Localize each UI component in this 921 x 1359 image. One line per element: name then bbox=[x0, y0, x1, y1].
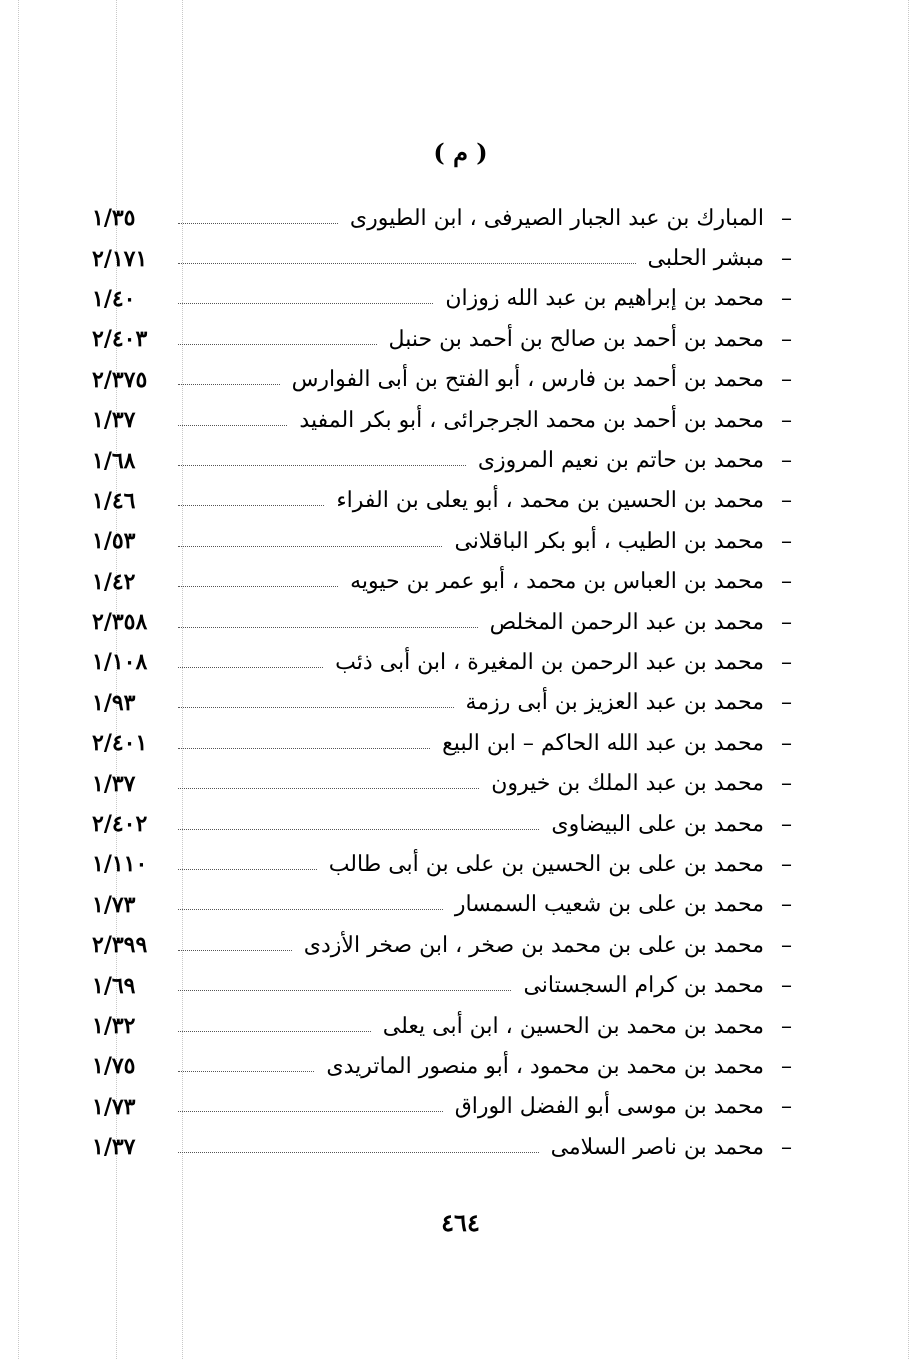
entry-name: محمد بن ناصر السلامى bbox=[550, 1134, 764, 1160]
dot-leader bbox=[178, 344, 377, 345]
entry-reference: ١/٩٣ bbox=[92, 689, 136, 716]
entry-name: محمد بن عبد الملك بن خيرون bbox=[491, 771, 764, 797]
index-entry bbox=[92, 642, 792, 682]
entry-dash: – bbox=[781, 326, 792, 352]
index-entry bbox=[92, 723, 792, 763]
dot-leader bbox=[178, 384, 280, 385]
index-entry bbox=[92, 885, 792, 925]
dot-leader bbox=[178, 505, 324, 506]
entry-name: محمد بن كرام السجستانى bbox=[523, 973, 764, 999]
dot-leader bbox=[178, 748, 430, 749]
entry-dash: – bbox=[781, 690, 792, 716]
entry-reference: ١/٣٧ bbox=[92, 1134, 136, 1161]
dot-leader bbox=[178, 829, 539, 830]
entry-dash: – bbox=[781, 448, 792, 474]
dot-leader bbox=[178, 950, 292, 951]
entry-name: محمد بن محمد بن الحسين ، ابن أبى يعلى bbox=[382, 1013, 764, 1039]
entry-dash: – bbox=[781, 730, 792, 756]
entry-name: محمد بن على بن شعيب السمسار bbox=[454, 892, 764, 918]
entry-reference: ١/١١٠ bbox=[92, 851, 148, 878]
index-entry bbox=[92, 521, 792, 561]
entry-name: محمد بن حاتم بن نعيم المروزى bbox=[477, 448, 764, 474]
entry-dash: – bbox=[781, 528, 792, 554]
entry-name: محمد بن عبد الله الحاكم – ابن البيع bbox=[442, 730, 764, 756]
dot-leader bbox=[178, 1031, 371, 1032]
entry-name: محمد بن موسى أبو الفضل الوراق bbox=[454, 1094, 764, 1120]
dot-leader bbox=[178, 1152, 539, 1153]
dot-leader bbox=[178, 1071, 314, 1072]
entry-reference: ٢/٣٧٥ bbox=[92, 366, 148, 393]
entry-reference: ٢/٣٥٨ bbox=[92, 609, 148, 636]
scan-artifact-right bbox=[908, 0, 909, 1359]
dot-leader bbox=[178, 465, 466, 466]
dot-leader bbox=[178, 223, 338, 224]
entry-name: محمد بن العباس بن محمد ، أبو عمر بن حيويه bbox=[350, 569, 764, 595]
dot-leader bbox=[178, 263, 636, 264]
entry-dash: – bbox=[781, 488, 792, 514]
index-entry bbox=[92, 440, 792, 480]
entry-dash: – bbox=[781, 286, 792, 312]
entry-reference: ١/٦٩ bbox=[92, 972, 136, 999]
dot-leader bbox=[178, 707, 454, 708]
index-entry bbox=[92, 481, 792, 521]
entry-dash: – bbox=[781, 771, 792, 797]
scan-artifact-left bbox=[18, 0, 19, 1359]
entry-reference: ٢/٤٠١ bbox=[92, 730, 148, 757]
index-entry bbox=[92, 319, 792, 359]
entry-dash: – bbox=[781, 973, 792, 999]
entry-dash: – bbox=[781, 609, 792, 635]
entry-name: محمد بن عبد الرحمن بن المغيرة ، ابن أبى ذئب bbox=[335, 649, 764, 675]
dot-leader bbox=[178, 667, 323, 668]
index-entry bbox=[92, 1006, 792, 1046]
index-entry-list bbox=[92, 198, 792, 1167]
entry-name: محمد بن على بن الحسين بن على بن أبى طالب bbox=[328, 851, 764, 877]
index-entry bbox=[92, 360, 792, 400]
entry-dash: – bbox=[781, 205, 792, 231]
entry-reference: ١/١٠٨ bbox=[92, 649, 148, 676]
entry-dash: – bbox=[781, 649, 792, 675]
entry-dash: – bbox=[781, 892, 792, 918]
entry-name: محمد بن الطيب ، أبو بكر الباقلانى bbox=[454, 528, 764, 554]
dot-leader bbox=[178, 303, 433, 304]
dot-leader bbox=[178, 546, 442, 547]
entry-dash: – bbox=[781, 1013, 792, 1039]
index-entry bbox=[92, 965, 792, 1005]
dot-leader bbox=[178, 1111, 443, 1112]
entry-dash: – bbox=[781, 1134, 792, 1160]
page-number: ٤٦٤ bbox=[441, 1208, 480, 1237]
dot-leader bbox=[178, 990, 511, 991]
dot-leader bbox=[178, 909, 443, 910]
entry-dash: – bbox=[781, 1053, 792, 1079]
entry-reference: ١/٣٥ bbox=[92, 205, 136, 232]
entry-reference: ٢/٣٩٩ bbox=[92, 932, 148, 959]
dot-leader bbox=[178, 788, 479, 789]
entry-reference: ١/٤٢ bbox=[92, 568, 136, 595]
entry-reference: ١/٧٣ bbox=[92, 1093, 136, 1120]
entry-name: محمد بن عبد الرحمن المخلص bbox=[489, 609, 764, 635]
dot-leader bbox=[178, 869, 317, 870]
entry-dash: – bbox=[781, 811, 792, 837]
entry-name: محمد بن على بن محمد بن صخر ، ابن صخر الأزدى bbox=[303, 932, 764, 958]
entry-name: محمد بن على البيضاوى bbox=[551, 811, 764, 837]
entry-dash: – bbox=[781, 851, 792, 877]
entry-dash: – bbox=[781, 367, 792, 393]
entry-reference: ٢/١٧١ bbox=[92, 245, 148, 272]
index-entry bbox=[92, 804, 792, 844]
entry-reference: ٢/٤٠٢ bbox=[92, 811, 148, 838]
entry-name: المبارك بن عبد الجبار الصيرفى ، ابن الطيورى bbox=[349, 205, 764, 231]
entry-dash: – bbox=[781, 932, 792, 958]
index-entry bbox=[92, 925, 792, 965]
entry-reference: ١/٧٣ bbox=[92, 891, 136, 918]
index-entry bbox=[92, 400, 792, 440]
dot-leader bbox=[178, 627, 478, 628]
entry-name: محمد بن محمد بن محمود ، أبو منصور الماتريدى bbox=[326, 1053, 764, 1079]
entry-reference: ١/٧٥ bbox=[92, 1053, 136, 1080]
entry-name: محمد بن أحمد بن فارس ، أبو الفتح بن أبى الفوارس bbox=[291, 367, 764, 393]
entry-name: محمد بن أحمد بن صالح بن أحمد بن حنبل bbox=[388, 326, 764, 352]
index-entry bbox=[92, 763, 792, 803]
entry-dash: – bbox=[781, 569, 792, 595]
entry-reference: ١/٥٣ bbox=[92, 528, 136, 555]
dot-leader bbox=[178, 586, 338, 587]
index-entry bbox=[92, 562, 792, 602]
index-entry bbox=[92, 1127, 792, 1167]
index-entry bbox=[92, 683, 792, 723]
entry-reference: ١/٣٢ bbox=[92, 1013, 136, 1039]
entry-reference: ١/٤٦ bbox=[92, 487, 136, 514]
entry-dash: – bbox=[781, 1094, 792, 1120]
entry-reference: ٢/٤٠٣ bbox=[92, 326, 148, 353]
entry-name: محمد بن الحسين بن محمد ، أبو يعلى بن الفراء bbox=[336, 488, 764, 514]
section-letter-heading: ( م ) bbox=[433, 138, 488, 167]
entry-reference: ١/٣٧ bbox=[92, 407, 136, 434]
entry-reference: ١/٦٨ bbox=[92, 447, 136, 474]
entry-reference: ١/٣٧ bbox=[92, 770, 136, 797]
entry-reference: ١/٤٠ bbox=[92, 285, 136, 312]
entry-name: محمد بن إبراهيم بن عبد الله زوزان bbox=[445, 286, 764, 312]
index-entry bbox=[92, 198, 792, 238]
entry-dash: – bbox=[781, 246, 792, 272]
entry-name: محمد بن أحمد بن محمد الجرجرائى ، أبو بكر المفيد bbox=[299, 407, 764, 433]
entry-dash: – bbox=[781, 407, 792, 433]
index-entry bbox=[92, 844, 792, 884]
entry-name: مبشر الحلبى bbox=[647, 246, 764, 272]
index-entry bbox=[92, 1046, 792, 1086]
index-entry bbox=[92, 279, 792, 319]
index-entry bbox=[92, 602, 792, 642]
dot-leader bbox=[178, 425, 287, 426]
index-entry bbox=[92, 238, 792, 278]
index-entry bbox=[92, 1087, 792, 1127]
entry-name: محمد بن عبد العزيز بن أبى رزمة bbox=[465, 690, 764, 716]
